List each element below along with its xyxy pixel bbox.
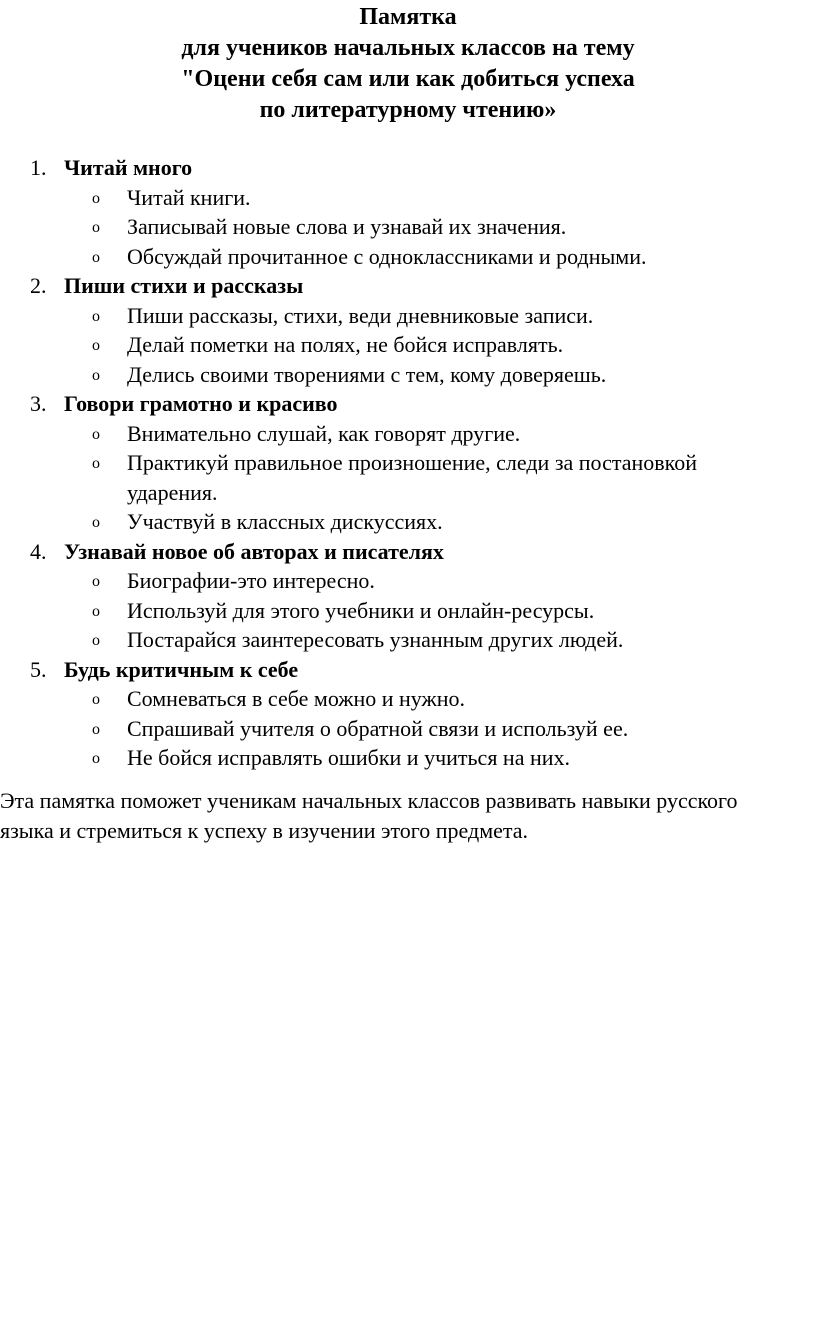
section-heading <box>0 153 816 183</box>
section-heading <box>0 537 816 567</box>
list-item <box>0 566 816 596</box>
bullet-icon: o <box>92 219 100 236</box>
list-item-text: Не бойся исправлять ошибки и учиться на них. <box>127 745 571 770</box>
list-item-text: Биографии-это интересно. <box>127 568 375 593</box>
bullet-icon: o <box>92 720 100 738</box>
section-heading <box>0 271 816 301</box>
list-item <box>0 242 816 272</box>
list-item-text: Постарайся заинтересовать узнанным других людей. <box>127 627 624 652</box>
bullet-icon: o <box>92 750 100 767</box>
title-line-2: для учеников начальных классов на тему <box>181 35 635 61</box>
bullet-icon: o <box>92 366 100 384</box>
bullet-icon: o <box>92 189 100 207</box>
title-line-1: Памятка <box>359 4 457 30</box>
section-number: 3. <box>30 391 47 416</box>
closing-paragraph: Эта памятка поможет ученикам начальных классов развивать навыки русского языка и стремиться к успеху в изучении этого предмета. <box>0 788 738 843</box>
memo-sections <box>0 153 816 773</box>
section-number: 1. <box>30 155 47 180</box>
list-item-text: Делись своими творениями с тем, кому доверяешь. <box>127 361 607 387</box>
bullet-icon: o <box>92 337 100 354</box>
bullet-icon: o <box>92 573 100 590</box>
list-item <box>0 301 816 331</box>
title-line-3: "Оцени себя сам или как добиться успеха <box>181 66 635 92</box>
section-3 <box>0 389 816 537</box>
list-item <box>0 714 816 744</box>
section-title: Пиши стихи и рассказы <box>64 273 304 298</box>
list-item-text: Спрашивай учителя о обратной связи и используй ее. <box>127 715 629 741</box>
section-title: Говори грамотно и красиво <box>64 391 338 416</box>
list-item <box>0 360 816 390</box>
bullet-list <box>0 684 816 773</box>
bullet-list <box>0 183 816 272</box>
bullet-icon: o <box>92 602 100 620</box>
title-line-4: по литературному чтению» <box>259 97 557 123</box>
list-item <box>0 625 816 655</box>
bullet-icon: o <box>92 307 100 325</box>
list-item-text: Читай книги. <box>127 184 251 210</box>
list-item-text: Используй для этого учебники и онлайн-ресурсы. <box>127 597 595 623</box>
section-5 <box>0 655 816 773</box>
bullet-icon: o <box>92 455 100 472</box>
document-title <box>0 2 816 126</box>
list-item <box>0 743 816 773</box>
section-number: 2. <box>30 273 47 298</box>
bullet-icon: o <box>92 425 100 443</box>
section-title: Будь критичным к себе <box>64 656 299 682</box>
list-item-text: Внимательно слушай, как говорят другие. <box>127 420 521 446</box>
section-1 <box>0 153 816 271</box>
section-4 <box>0 537 816 655</box>
bullet-list <box>0 301 816 390</box>
bullet-list <box>0 419 816 537</box>
section-number: 5. <box>30 656 47 682</box>
list-item-text: Сомневаться в себе можно и нужно. <box>127 686 465 711</box>
list-item-text: Делай пометки на полях, не бойся исправлять. <box>127 332 564 357</box>
bullet-list <box>0 566 816 655</box>
list-item <box>0 419 816 449</box>
list-item-text: Обсуждай прочитанное с одноклассниками и родными. <box>127 243 647 269</box>
bullet-icon: o <box>92 632 100 649</box>
list-item <box>0 596 816 626</box>
section-heading <box>0 389 816 419</box>
list-item-text: Пиши рассказы, стихи, веди дневниковые записи. <box>127 302 594 328</box>
section-title: Узнавай новое об авторах и писателях <box>64 538 444 564</box>
list-item <box>0 212 816 242</box>
list-item-text: Записывай новые слова и узнавай их значения. <box>127 214 567 239</box>
list-item-text: Практикуй правильное произношение, следи за постановкой ударения. <box>127 450 698 505</box>
bullet-icon: o <box>92 691 100 708</box>
list-item <box>0 507 816 537</box>
list-item <box>0 183 816 213</box>
list-item <box>0 330 816 360</box>
bullet-icon: o <box>92 248 100 266</box>
section-2 <box>0 271 816 389</box>
section-heading <box>0 655 816 685</box>
section-title: Читай много <box>64 155 193 180</box>
section-number: 4. <box>30 538 47 564</box>
list-item <box>0 448 816 507</box>
list-item-text: Участвуй в классных дискуссиях. <box>127 509 443 534</box>
list-item <box>0 684 816 714</box>
bullet-icon: o <box>92 514 100 531</box>
